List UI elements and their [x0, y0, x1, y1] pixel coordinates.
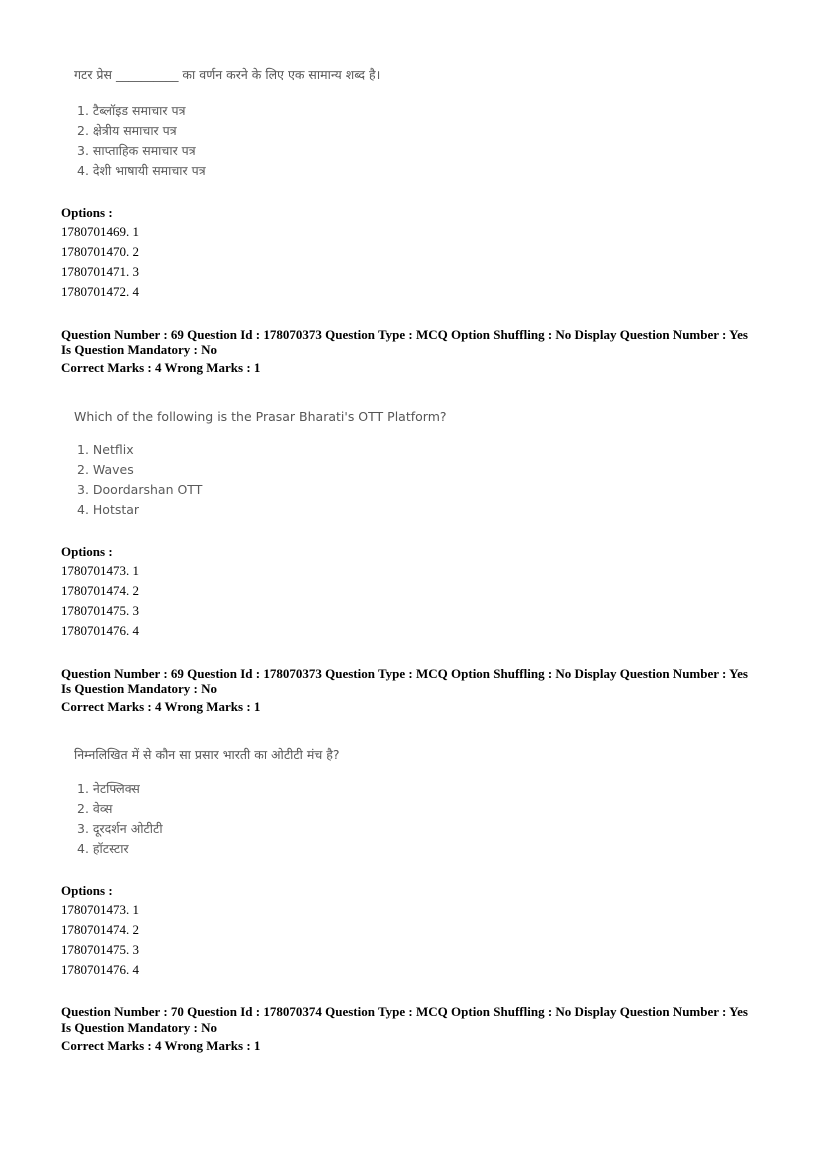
- answer-choice: 1. टैब्लॉइड समाचार पत्र: [77, 103, 186, 118]
- option-id-line: 1780701475. 3: [61, 942, 139, 957]
- option-id-line: 1780701472. 4: [61, 284, 139, 299]
- marks-line: Correct Marks : 4 Wrong Marks : 1: [61, 360, 261, 375]
- question-mandatory-line: Is Question Mandatory : No: [61, 1020, 218, 1035]
- question-meta-line: Question Number : 69 Question Id : 178070373 Question Type : MCQ Option Shuffling : No Display Question Number : Yes: [61, 327, 748, 342]
- question-meta-line: Question Number : 69 Question Id : 178070373 Question Type : MCQ Option Shuffling : No Display Question Number : Yes: [61, 666, 748, 681]
- answer-choice: 4. देशी भाषायी समाचार पत्र: [77, 163, 206, 178]
- option-id-line: 1780701470. 2: [61, 244, 139, 259]
- option-id-line: 1780701471. 3: [61, 264, 139, 279]
- question-mandatory-line: Is Question Mandatory : No: [61, 342, 218, 357]
- options-label: Options :: [61, 883, 113, 898]
- question-text: निम्नलिखित में से कौन सा प्रसार भारती का ओटीटी मंच है?: [74, 747, 340, 762]
- option-id-line: 1780701474. 2: [61, 583, 139, 598]
- answer-choice: 3. Doordarshan OTT: [77, 482, 203, 497]
- answer-choice: 3. साप्ताहिक समाचार पत्र: [77, 143, 196, 158]
- question-mandatory-line: Is Question Mandatory : No: [61, 681, 218, 696]
- marks-line: Correct Marks : 4 Wrong Marks : 1: [61, 699, 261, 714]
- answer-choice: 1. नेटफ्लिक्स: [77, 781, 140, 796]
- question-text: गटर प्रेस __________ का वर्णन करने के लिए एक सामान्य शब्द है।: [74, 67, 381, 82]
- question-meta-line: Question Number : 70 Question Id : 178070374 Question Type : MCQ Option Shuffling : No Display Question Number : Yes: [61, 1004, 748, 1019]
- answer-choice: 1. Netflix: [77, 442, 134, 457]
- question-text: Which of the following is the Prasar Bharati's OTT Platform?: [74, 409, 447, 424]
- options-label: Options :: [61, 205, 113, 220]
- answer-choice: 2. क्षेत्रीय समाचार पत्र: [77, 123, 177, 138]
- marks-line: Correct Marks : 4 Wrong Marks : 1: [61, 1038, 261, 1053]
- option-id-line: 1780701475. 3: [61, 603, 139, 618]
- answer-choice: 2. Waves: [77, 462, 134, 477]
- answer-choice: 2. वेव्स: [77, 801, 113, 816]
- answer-choice: 4. Hotstar: [77, 502, 140, 517]
- answer-choice: 3. दूरदर्शन ओटीटी: [77, 821, 163, 836]
- option-id-line: 1780701473. 1: [61, 902, 139, 917]
- option-id-line: 1780701469. 1: [61, 224, 139, 239]
- answer-choice: 4. हॉटस्टार: [77, 841, 129, 856]
- option-id-line: 1780701473. 1: [61, 563, 139, 578]
- options-label: Options :: [61, 544, 113, 559]
- option-id-line: 1780701476. 4: [61, 962, 139, 977]
- option-id-line: 1780701474. 2: [61, 922, 139, 937]
- option-id-line: 1780701476. 4: [61, 623, 139, 638]
